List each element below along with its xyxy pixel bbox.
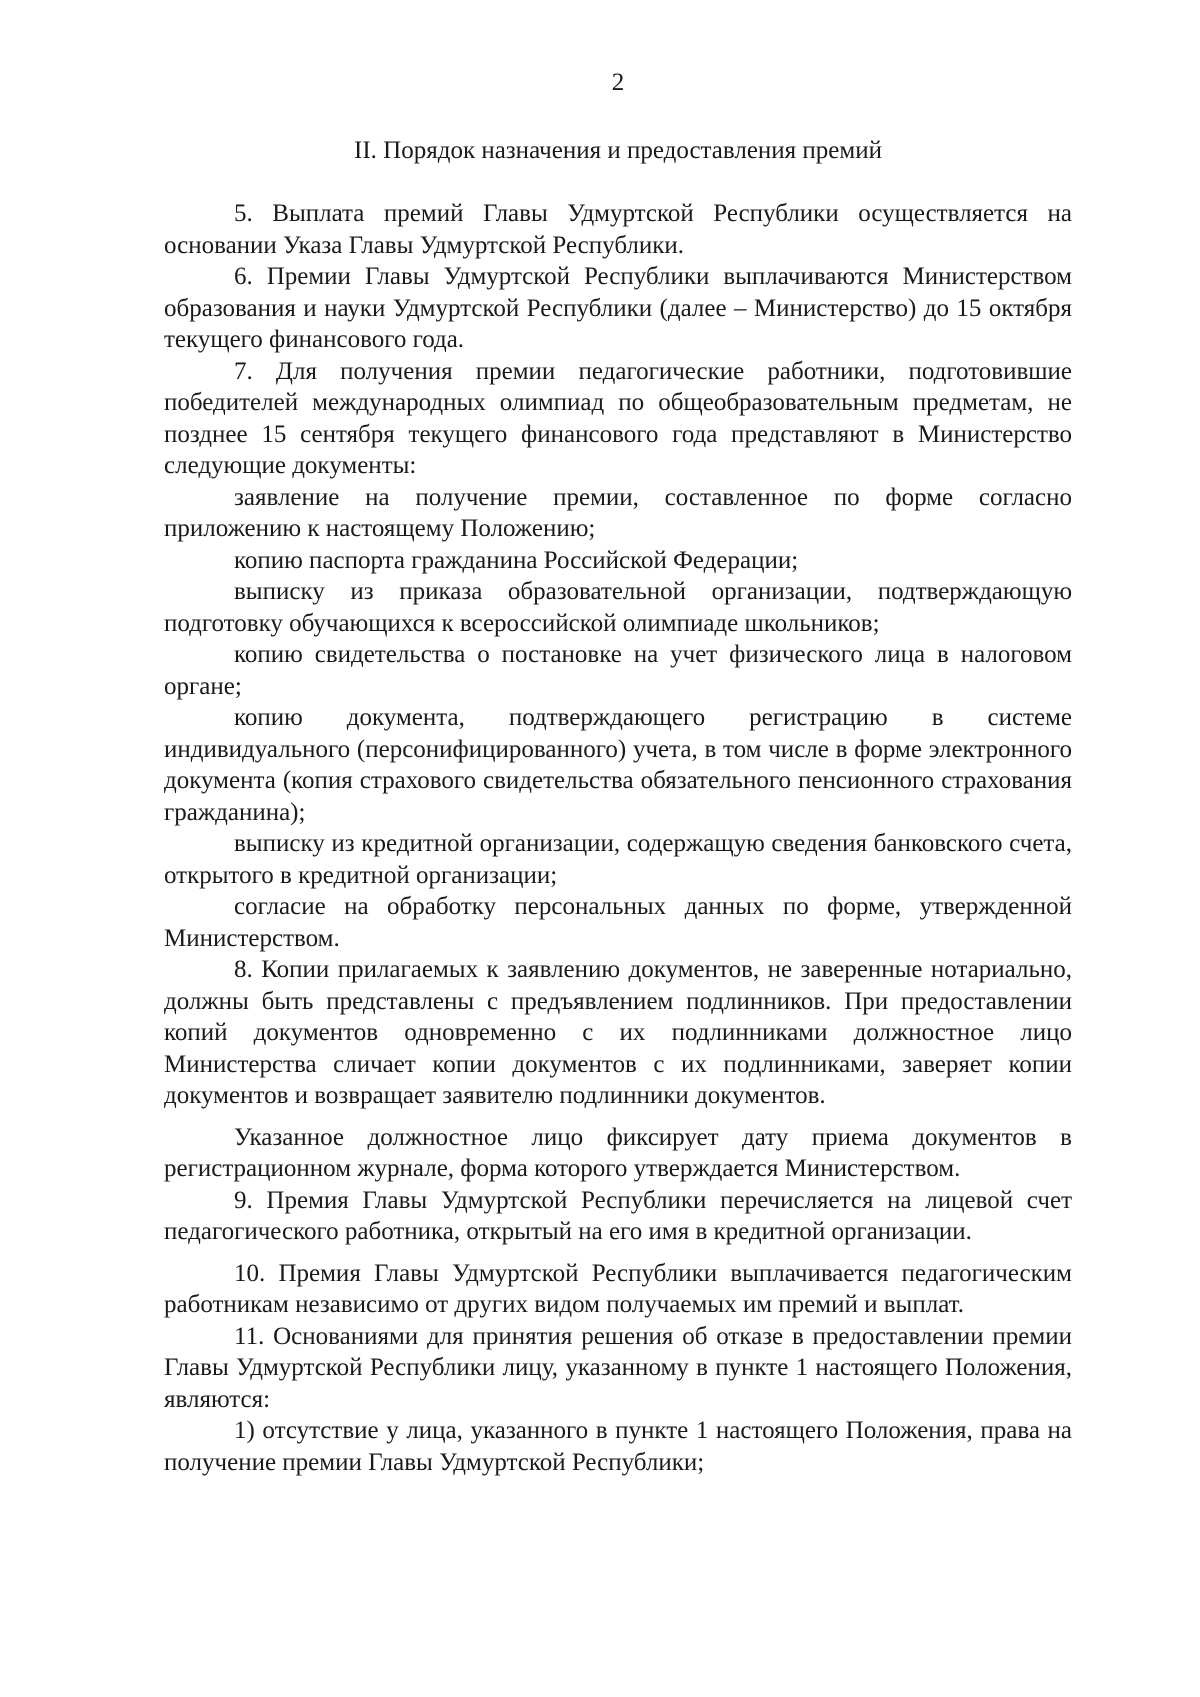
list-item-passport-copy: копию паспорта гражданина Российской Федерации; [234, 546, 799, 574]
list-item-application: заявление на получение премии, составленное по форме согласно приложению к настоящему Положению; [164, 483, 1072, 542]
paragraph-8: 8. Копии прилагаемых к заявлению документов, не заверенные нотариально, должны быть представлены с предъявлением подлинников. При предоставлении копий документов одновременно с их подлинниками должностное лицо Министерства сличает копии документов с их подлинниками, заверяет копии документов и возвращает заявителю подлинники документов. [164, 956, 1072, 1109]
list-item-registration-document: копию документа, подтверждающего регистрацию в системе индивидуального (персонифицированного) учета, в том числе в форме электронного документа (копия страхового свидетельства обязательного пенсионного страхования гражданина); [164, 704, 1072, 826]
list-item-tax-certificate: копию свидетельства о постановке на учет физического лица в налоговом органе; [164, 641, 1072, 700]
paragraph-9: 9. Премия Главы Удмуртской Республики перечисляется на лицевой счет педагогического работника, открытый на его имя в кредитной организации. [164, 1186, 1072, 1245]
section-title: II. Порядок назначения и предоставления премий [354, 137, 882, 164]
page-number: 2 [611, 69, 625, 96]
paragraph-7: 7. Для получения премии педагогические работники, подготовившие победителей международных олимпиад по общеобразовательным предметам, не позднее 15 сентября текущего финансового года представляют в Министерство следующие документы: [164, 357, 1072, 479]
paragraph-8-continued: Указанное должностное лицо фиксирует дату приема документов в регистрационном журнале, форма которого утверждается Министерством. [164, 1123, 1072, 1182]
list-item-data-consent: согласие на обработку персональных данных по форме, утвержденной Министерством. [164, 893, 1072, 952]
paragraph-11-item-1: 1) отсутствие у лица, указанного в пункте 1 настоящего Положения, права на получение премии Главы Удмуртской Республики; [164, 1417, 1072, 1476]
list-item-bank-extract: выписку из кредитной организации, содержащую сведения банковского счета, открытого в кредитной организации; [164, 830, 1072, 889]
list-item-order-extract: выписку из приказа образовательной организации, подтверждающую подготовку обучающихся к всероссийской олимпиаде школьников; [164, 578, 1072, 637]
paragraph-10: 10. Премия Главы Удмуртской Республики выплачивается педагогическим работникам независимо от других видом получаемых им премий и выплат. [164, 1259, 1072, 1318]
paragraph-11: 11. Основаниями для принятия решения об отказе в предоставлении премии Главы Удмуртской Республики лицу, указанному в пункте 1 настоящего Положения, являются: [164, 1322, 1072, 1413]
paragraph-6: 6. Премии Главы Удмуртской Республики выплачиваются Министерством образования и науки Удмуртской Республики (далее – Министерство) до 15 октября текущего финансового года. [164, 263, 1072, 353]
paragraph-5: 5. Выплата премий Главы Удмуртской Республики осуществляется на основании Указа Главы Удмуртской Республики. [164, 200, 1072, 259]
